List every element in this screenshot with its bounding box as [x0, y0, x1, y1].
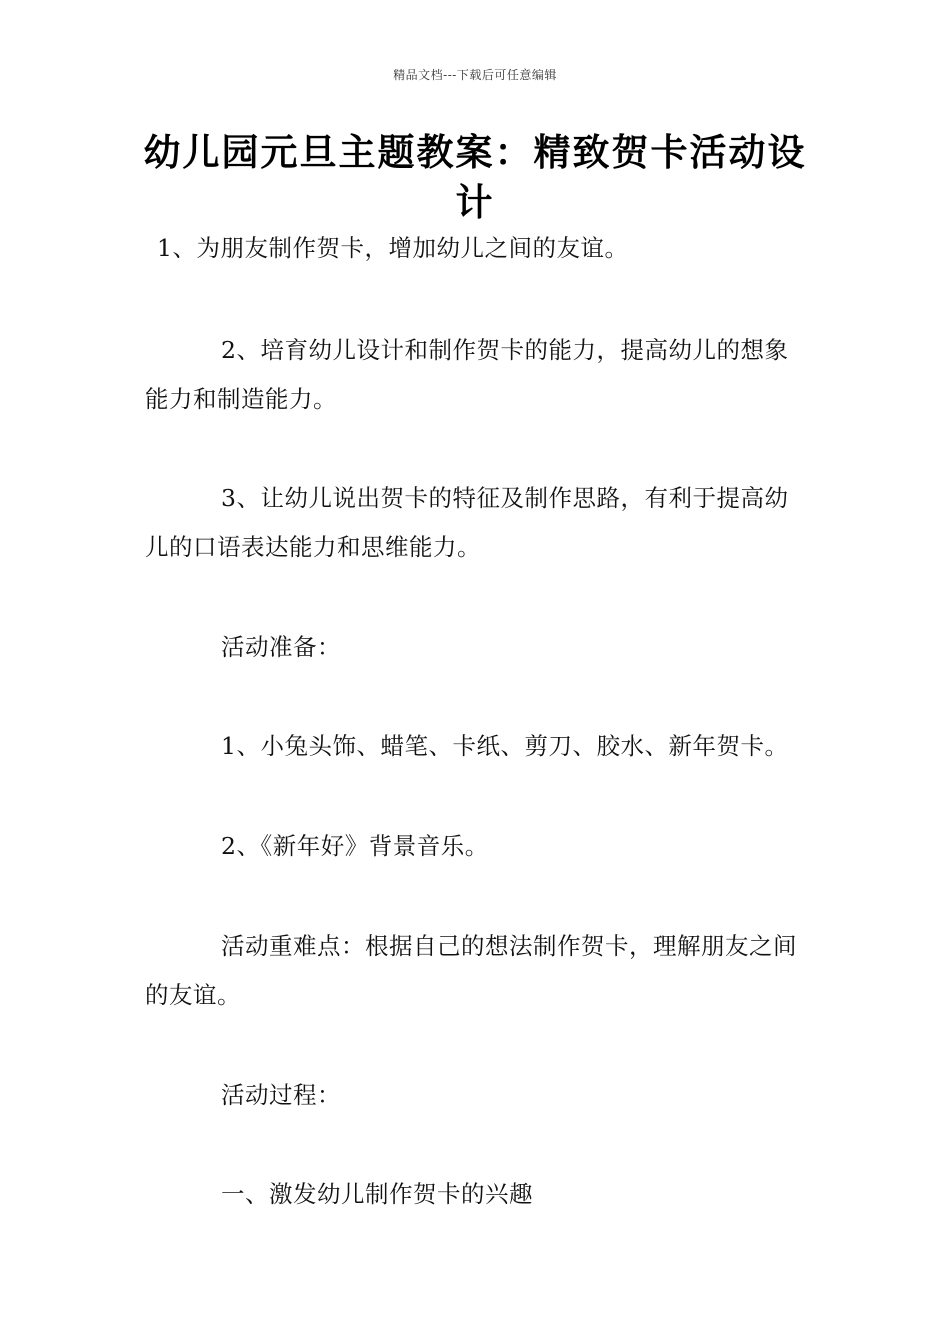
header-note: 精品文档---下载后可任意编辑 [393, 68, 557, 82]
heading-preparation: 活动准备： [221, 633, 341, 661]
heading-process: 活动过程： [221, 1081, 341, 1109]
paragraph-key-points: 活动重难点：根据自己的想法制作贺卡，理解朋友之间的友谊。 [145, 932, 797, 1009]
paragraph-prep-1: 1、小兔头饰、蜡笔、卡纸、剪刀、胶水、新年贺卡。 [221, 732, 789, 760]
paragraph-prep-2: 2、《新年好》背景音乐。 [221, 832, 489, 860]
paragraph-goal-1: 1、为朋友制作贺卡，增加幼儿之间的友谊。 [157, 234, 629, 262]
paragraph-goal-3: 3、让幼儿说出贺卡的特征及制作思路，有利于提高幼儿的口语表达能力和思维能力。 [145, 484, 789, 561]
paragraph-step-1: 一、激发幼儿制作贺卡的兴趣 [221, 1180, 533, 1208]
document-title: 幼儿园元旦主题教案：精致贺卡活动设计 [143, 131, 807, 224]
paragraph-goal-2: 2、培育幼儿设计和制作贺卡的能力，提高幼儿的想象能力和制造能力。 [145, 336, 789, 413]
